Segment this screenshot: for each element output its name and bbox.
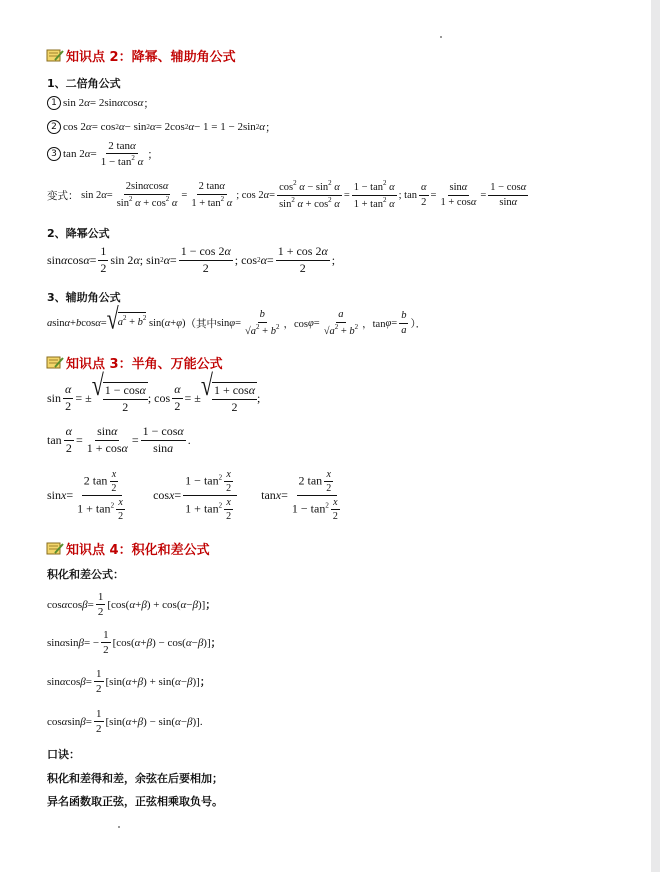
variant-label: 变式：	[47, 189, 79, 202]
mnemonic-line-1: 积化和差得和差，余弦在后要相加；	[47, 772, 223, 785]
circled-number-3: 3	[47, 147, 61, 161]
formula-half-angle-tan: tan α 2 = sinα 1 + cosα = 1 − cosα sina .	[47, 424, 191, 455]
notebook-icon	[46, 541, 64, 556]
section-4-heading	[46, 539, 210, 558]
formula-universal-substitution: sin x = 2 tan $\frac{x}{2}$ $1 + \tan^2$ $\frac{x}{2}$ cos x = $1 - \tan^2$ $\frac{x}{2}$ $1 + \tan^2$ $\frac{x}{2}$ tan x = 2 tan $\frac{x}{2}$ $1 - \tan^2$ $\frac{x}{2}$	[47, 469, 338, 522]
notebook-icon	[46, 355, 64, 370]
formula-tan2a: 3 tan 2 α = 2 tanα $1 - \tan^2 \alpha$ ；	[47, 140, 158, 168]
formula-sin2a: 1 sin 2 α = 2sin α cos α ；	[47, 95, 154, 111]
section-4-title: 知识点 4：积化和差公式	[66, 543, 210, 558]
mnemonic-line-2: 异名函数取正弦，正弦相乘取负号。	[47, 795, 223, 808]
scan-mark	[440, 36, 442, 38]
double-angle-heading: 1、二倍角公式	[47, 77, 121, 90]
formula-cos-cos: cos α cos β = 1 2 [cos( α + β ) + cos( α − β )] ；	[47, 591, 216, 619]
formula-half-angle-sin-cos: sin α 2 = ± √ $\frac{1 - \cos\alpha}{2}$ ; cos α 2 = ± √ $\frac{1 + \cos\alpha}{2}$ ;	[47, 367, 261, 414]
aux-note-close: ）．	[410, 317, 427, 330]
mnemonic-title: 口诀：	[47, 748, 80, 761]
section-3-title: 知识点 3：半角、万能公式	[66, 357, 223, 372]
section-3-heading	[46, 353, 223, 372]
auxiliary-angle-heading: 3、辅助角公式	[47, 291, 121, 304]
section-2-heading	[46, 46, 236, 65]
formula-sin-sin: sin α sin β = − 1 2 [cos( α + β ) − cos( α − β )] ；	[47, 629, 222, 657]
circled-number-1: 1	[47, 96, 61, 110]
product-to-sum-heading: 积化和差公式：	[47, 568, 124, 581]
formula-auxiliary-angle: a sin α + b cos α = √ $a^2 + b^2$ sin( α + φ ) （其中 sin φ = b $√a^2 + b^2$ ，cos φ = a $√a^2 + b^2$ ，tan φ = b a ）．	[47, 301, 427, 337]
scan-mark	[118, 826, 120, 828]
formula-power-reduction: sin α cos α = 1 2 sin 2 α ; sin 2 α = 1 − cos 2α 2 ; cos 2 α = 1 + cos 2α 2 ;	[47, 244, 336, 275]
formula-cos2a: 2 cos 2 α = cos 2 α − sin 2 α = 2cos 2 α − 1 = 1 − 2sin 2 α ；	[47, 119, 276, 135]
formula-cos-sin: cos α sin β = 1 2 [sin( α + β ) − sin( α − β )].	[47, 708, 203, 736]
section-2-title: 知识点 2：降幂、辅助角公式	[66, 50, 236, 65]
formula-variants: 变式： sin 2 α = 2sinαcosα $\sin^2 \alpha + \cos^2 \alpha$ = 2 tanα $1 + \tan^2 \alpha$ ; cos 2 α = $\cos^2 \alpha - \sin^2 \alpha$ $\sin^2 \alpha + \cos^2 \alpha$ = $1 - \tan^2 \alpha$ $1 + \tan^2 \alpha$ ; tan α 2 = sinα 1 + cosα = 1 − cosα sinα	[47, 179, 527, 210]
formula-sin-cos: sin α cos β = 1 2 [sin( α + β ) + sin( α − β )] ；	[47, 668, 211, 696]
aux-note-open: （其中	[185, 317, 218, 330]
notebook-icon	[46, 48, 64, 63]
circled-number-2: 2	[47, 120, 61, 134]
power-reduction-heading: 2、降幂公式	[47, 227, 110, 240]
